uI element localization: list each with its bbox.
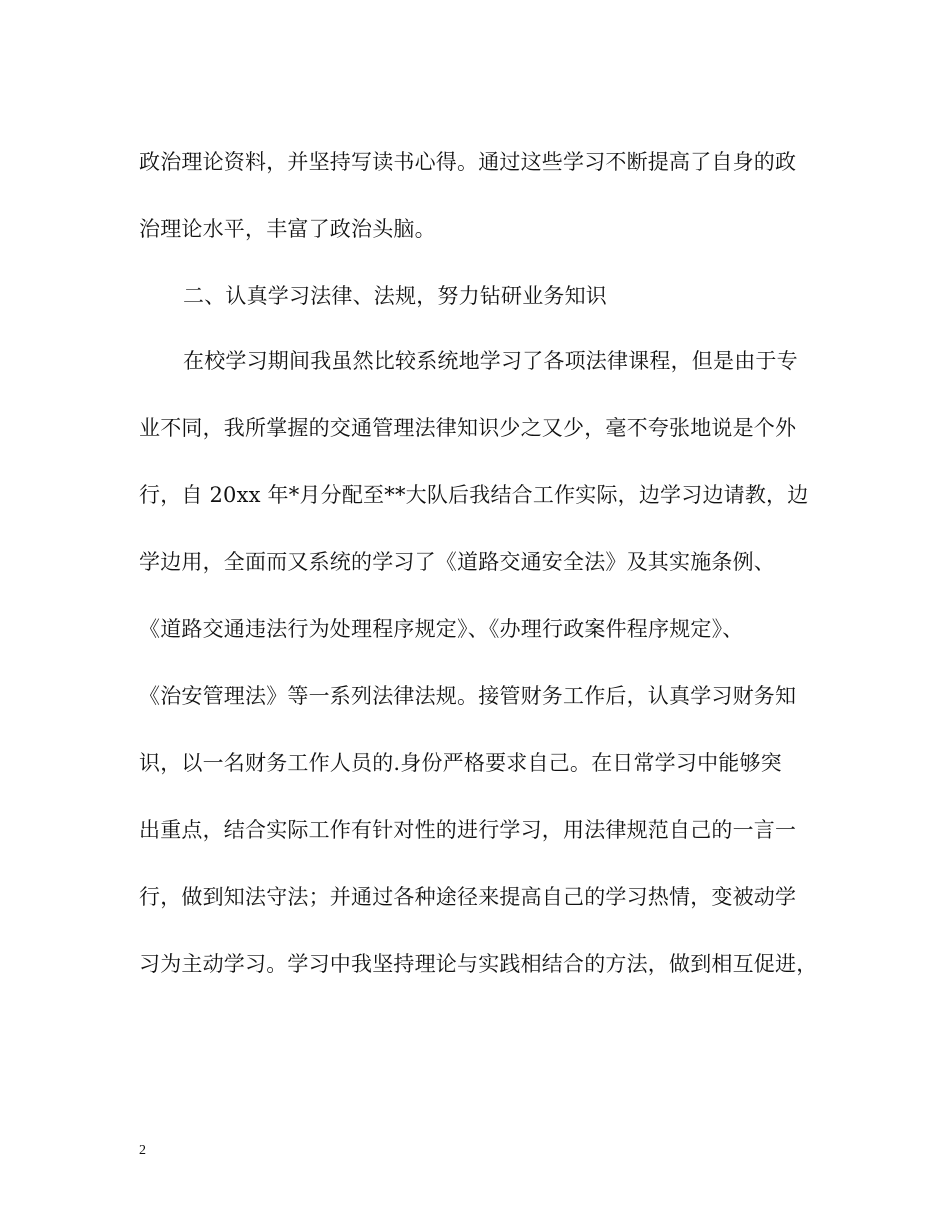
paragraph-line-10: 出重点，结合实际工作有针对性的进行学习，用法律规范自己的一言一 — [139, 818, 797, 842]
paragraph-line-11: 行，做到知法守法；并通过各种途径来提高自己的学习热情，变被动学 — [139, 885, 797, 909]
paragraph-line-8: 《治安管理法》等一系列法律法规。接管财务工作后，认真学习财务知 — [139, 684, 797, 708]
paragraph-line-9: 识，以一名财务工作人员的.身份严格要求自己。在日常学习中能够突 — [139, 751, 782, 775]
paragraph-line-7: 《道路交通违法行为处理程序规定》、《办理行政案件程序规定》、 — [139, 617, 744, 641]
section-heading: 二、认真学习法律、法规，努力钻研业务知识 — [183, 284, 607, 308]
paragraph-line-4: 业不同，我所掌握的交通管理法律知识少之又少，毫不夸张地说是个外 — [139, 416, 797, 440]
page-number: 2 — [139, 1143, 146, 1158]
paragraph-line-2: 治理论水平，丰富了政治头脑。 — [139, 217, 436, 241]
paragraph-line-5: 行，自 20xx 年*月分配至**大队后我结合工作实际，边学习边请教，边 — [139, 483, 809, 507]
paragraph-line-12: 习为主动学习。学习中我坚持理论与实践相结合的方法，做到相互促进， — [139, 952, 818, 976]
paragraph-line-3: 在校学习期间我虽然比较系统地学习了各项法律课程，但是由于专 — [183, 349, 798, 373]
paragraph-line-6: 学边用，全面而又系统的学习了《道路交通安全法》及其实施条例、 — [139, 550, 775, 574]
paragraph-line-1: 政治理论资料，并坚持写读书心得。通过这些学习不断提高了自身的政 — [139, 150, 797, 174]
